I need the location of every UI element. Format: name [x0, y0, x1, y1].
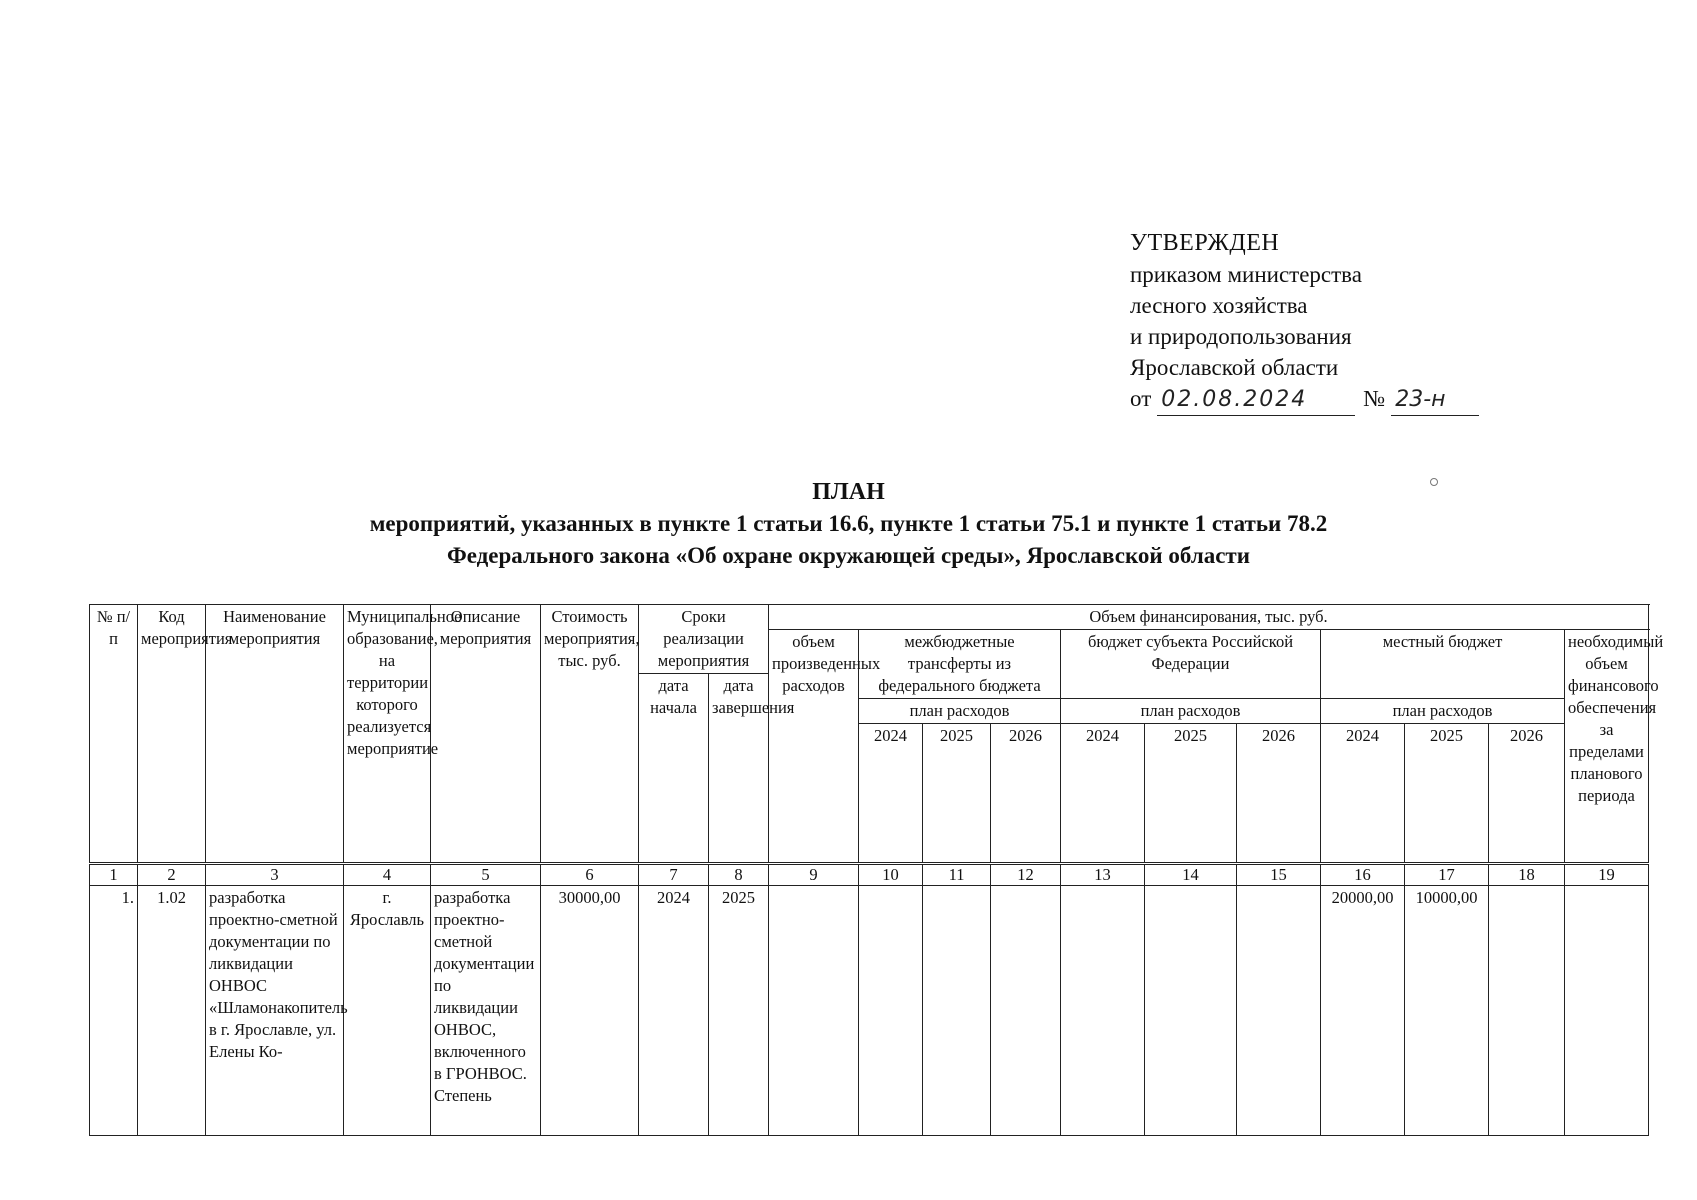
date-prefix: от: [1130, 386, 1152, 411]
title-subtitle-1: мероприятий, указанных в пункте 1 статьи 16.6, пункте 1 статьи 75.1 и пункте 1 статьи 78.2: [369, 511, 1328, 536]
column-number: 1: [90, 864, 138, 886]
handwritten-number: 23-н: [1391, 384, 1479, 416]
header-regional: бюджет субъекта Российской Федерации: [1061, 630, 1321, 699]
plan-table: [89, 604, 1664, 1136]
approval-stamp: [1130, 228, 1550, 416]
header-financing: Объем финансирования, тыс. руб.: [769, 605, 1649, 630]
header-year: 2025: [1405, 724, 1489, 864]
document-title: [0, 476, 1697, 572]
header-plan-regional: план расходов: [1061, 699, 1321, 724]
header-plan-local: план расходов: [1321, 699, 1565, 724]
header-municipality: Муниципальное образование, на территории которого реализуется мероприятие: [344, 605, 431, 864]
column-number-row: [90, 864, 1649, 886]
approval-line: Ярославской области: [1130, 355, 1339, 380]
header-year: 2024: [1321, 724, 1405, 864]
header-code: Код мероприятия: [138, 605, 206, 864]
cell-empty: [769, 886, 859, 1136]
column-number: 16: [1321, 864, 1405, 886]
header-description: Описание мероприятия: [431, 605, 541, 864]
header-year: 2026: [1237, 724, 1321, 864]
title-plan: ПЛАН: [812, 479, 885, 505]
cell-end: 2025: [709, 886, 769, 1136]
header-name: Наименование мероприятия: [206, 605, 344, 864]
cell-empty: [1565, 886, 1649, 1136]
column-number: 11: [923, 864, 991, 886]
column-number: 10: [859, 864, 923, 886]
handwritten-date: 02.08.2024: [1157, 384, 1355, 416]
column-number: 19: [1565, 864, 1649, 886]
approval-line: и природопользования: [1130, 324, 1352, 349]
column-number: 4: [344, 864, 431, 886]
cell-empty: [1489, 886, 1565, 1136]
cell-local-2024: 20000,00: [1321, 886, 1405, 1136]
cell-code: 1.02: [138, 886, 206, 1136]
column-number: 13: [1061, 864, 1145, 886]
header-end: дата завершения: [709, 674, 769, 864]
header-plan-federal: план расходов: [859, 699, 1061, 724]
header-num: № п/п: [90, 605, 138, 864]
approval-line: лесного хозяйства: [1130, 293, 1308, 318]
header-federal: межбюджетные трансферты из федерального бюджета: [859, 630, 1061, 699]
column-number: 5: [431, 864, 541, 886]
column-number: 17: [1405, 864, 1489, 886]
header-year: 2025: [1145, 724, 1237, 864]
column-number: 2: [138, 864, 206, 886]
cell-empty: [923, 886, 991, 1136]
cell-empty: [1237, 886, 1321, 1136]
column-number: 8: [709, 864, 769, 886]
header-cost: Стоимость мероприятия, тыс. руб.: [541, 605, 639, 864]
column-number: 15: [1237, 864, 1321, 886]
cell-start: 2024: [639, 886, 709, 1136]
column-number: 12: [991, 864, 1061, 886]
header-spent: объем произведенных расходов: [769, 630, 859, 864]
column-number: 9: [769, 864, 859, 886]
column-number: 7: [639, 864, 709, 886]
header-year: 2026: [1489, 724, 1565, 864]
column-number: 14: [1145, 864, 1237, 886]
column-number: 18: [1489, 864, 1565, 886]
header-year: 2026: [991, 724, 1061, 864]
cell-num: 1.: [90, 886, 138, 1136]
number-prefix: №: [1363, 386, 1386, 411]
cell-local-2025: 10000,00: [1405, 886, 1489, 1136]
cell-empty: [1061, 886, 1145, 1136]
header-beyond: необходимый объем финансового обеспечения за пределами планового периода: [1565, 630, 1649, 864]
cell-empty: [1145, 886, 1237, 1136]
title-subtitle-2: Федерального закона «Об охране окружающей среды», Ярославской области: [447, 543, 1250, 568]
cell-empty: [991, 886, 1061, 1136]
approval-line: приказом министерства: [1130, 262, 1362, 287]
header-start: дата начала: [639, 674, 709, 864]
header-terms: Сроки реализации мероприятия: [639, 605, 769, 674]
cell-cost: 30000,00: [541, 886, 639, 1136]
cell-municipality: г. Ярославль: [344, 886, 431, 1136]
cell-empty: [859, 886, 923, 1136]
approval-heading: УТВЕРЖДЕН: [1130, 230, 1280, 256]
header-year: 2024: [859, 724, 923, 864]
cell-description: разработка проектно-сметной документации по ликвидации ОНВОС, включенного в ГРОНВОС. Степень: [431, 886, 541, 1136]
header-year: 2025: [923, 724, 991, 864]
column-number: 3: [206, 864, 344, 886]
column-number: 6: [541, 864, 639, 886]
table-row: [90, 886, 1649, 1136]
cell-name: разработка проектно-сметной документации по ликвидации ОНВОС «Шламонакопитель в г. Ярославле, ул. Елены Ко-: [206, 886, 344, 1136]
approval-date-number: [1130, 383, 1550, 416]
header-year: 2024: [1061, 724, 1145, 864]
header-local: местный бюджет: [1321, 630, 1565, 699]
